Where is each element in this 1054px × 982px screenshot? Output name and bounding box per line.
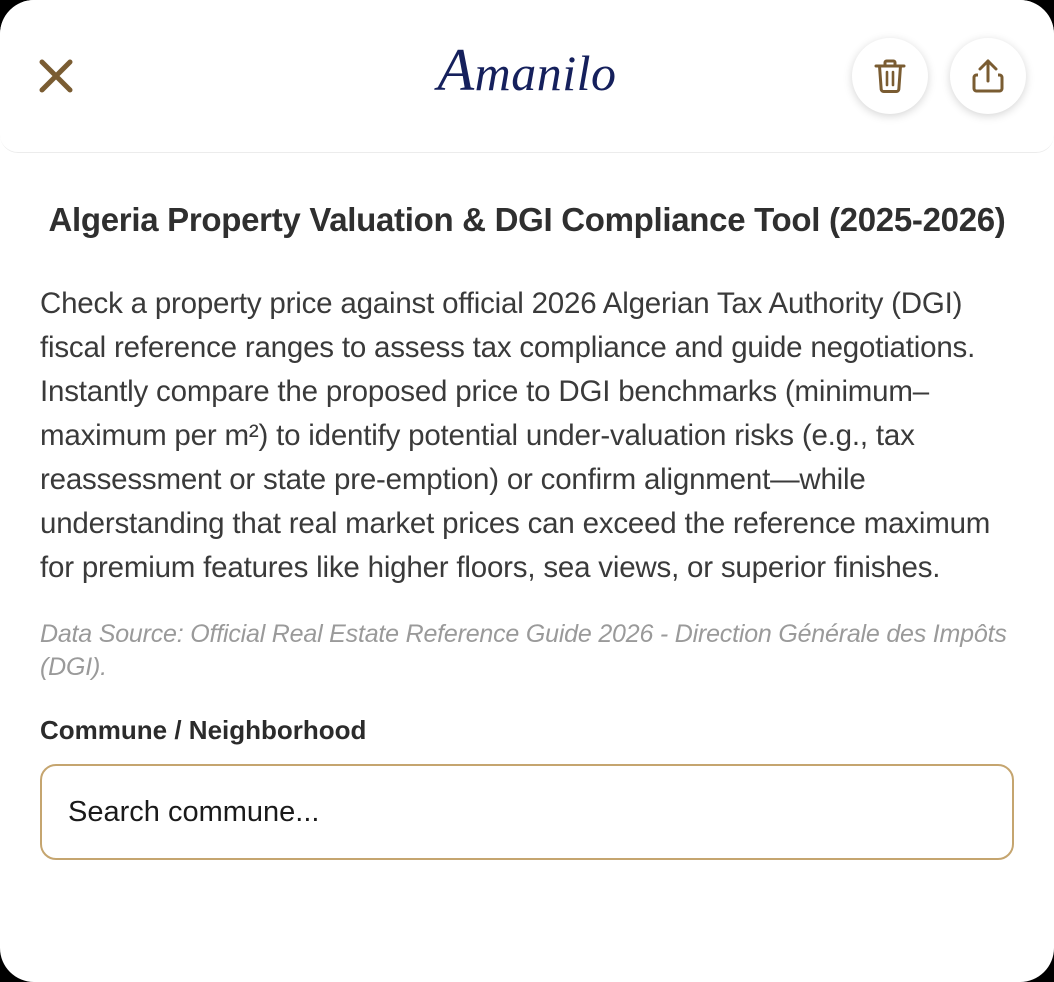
share-icon — [971, 58, 1005, 94]
commune-field-label: Commune / Neighborhood — [40, 715, 367, 746]
brand-name: manilo — [474, 45, 617, 101]
top-actions — [852, 38, 1026, 114]
data-source-note: Data Source: Official Real Estate Reference Guide 2026 - Direction Générale des Impôts (DGI). — [40, 619, 1007, 682]
main-content — [0, 153, 1054, 860]
close-button[interactable] — [28, 48, 84, 104]
commune-search-wrapper — [40, 764, 1014, 860]
close-icon — [36, 56, 76, 96]
trash-icon — [873, 58, 907, 94]
share-button[interactable] — [950, 38, 1026, 114]
brand-initial: A — [437, 37, 475, 103]
page-title: Algeria Property Valuation & DGI Compliance Tool (2025-2026) — [48, 201, 1006, 238]
delete-button[interactable] — [852, 38, 928, 114]
top-bar — [0, 0, 1054, 153]
description-text: Check a property price against official 2026 Algerian Tax Authority (DGI) fiscal reference ranges to assess tax compliance and guide negotiations. Instantly compare the proposed price to DGI benchmarks (minimum–maximum per m²) to identify potential under-valuation risks (e.g., tax reassessment or state pre-emption) or confirm alignment—while understanding that real market prices can exceed the reference maximum for premium features like higher floors, sea views, or superior finishes. — [40, 286, 991, 584]
commune-search-input[interactable] — [40, 764, 1014, 860]
